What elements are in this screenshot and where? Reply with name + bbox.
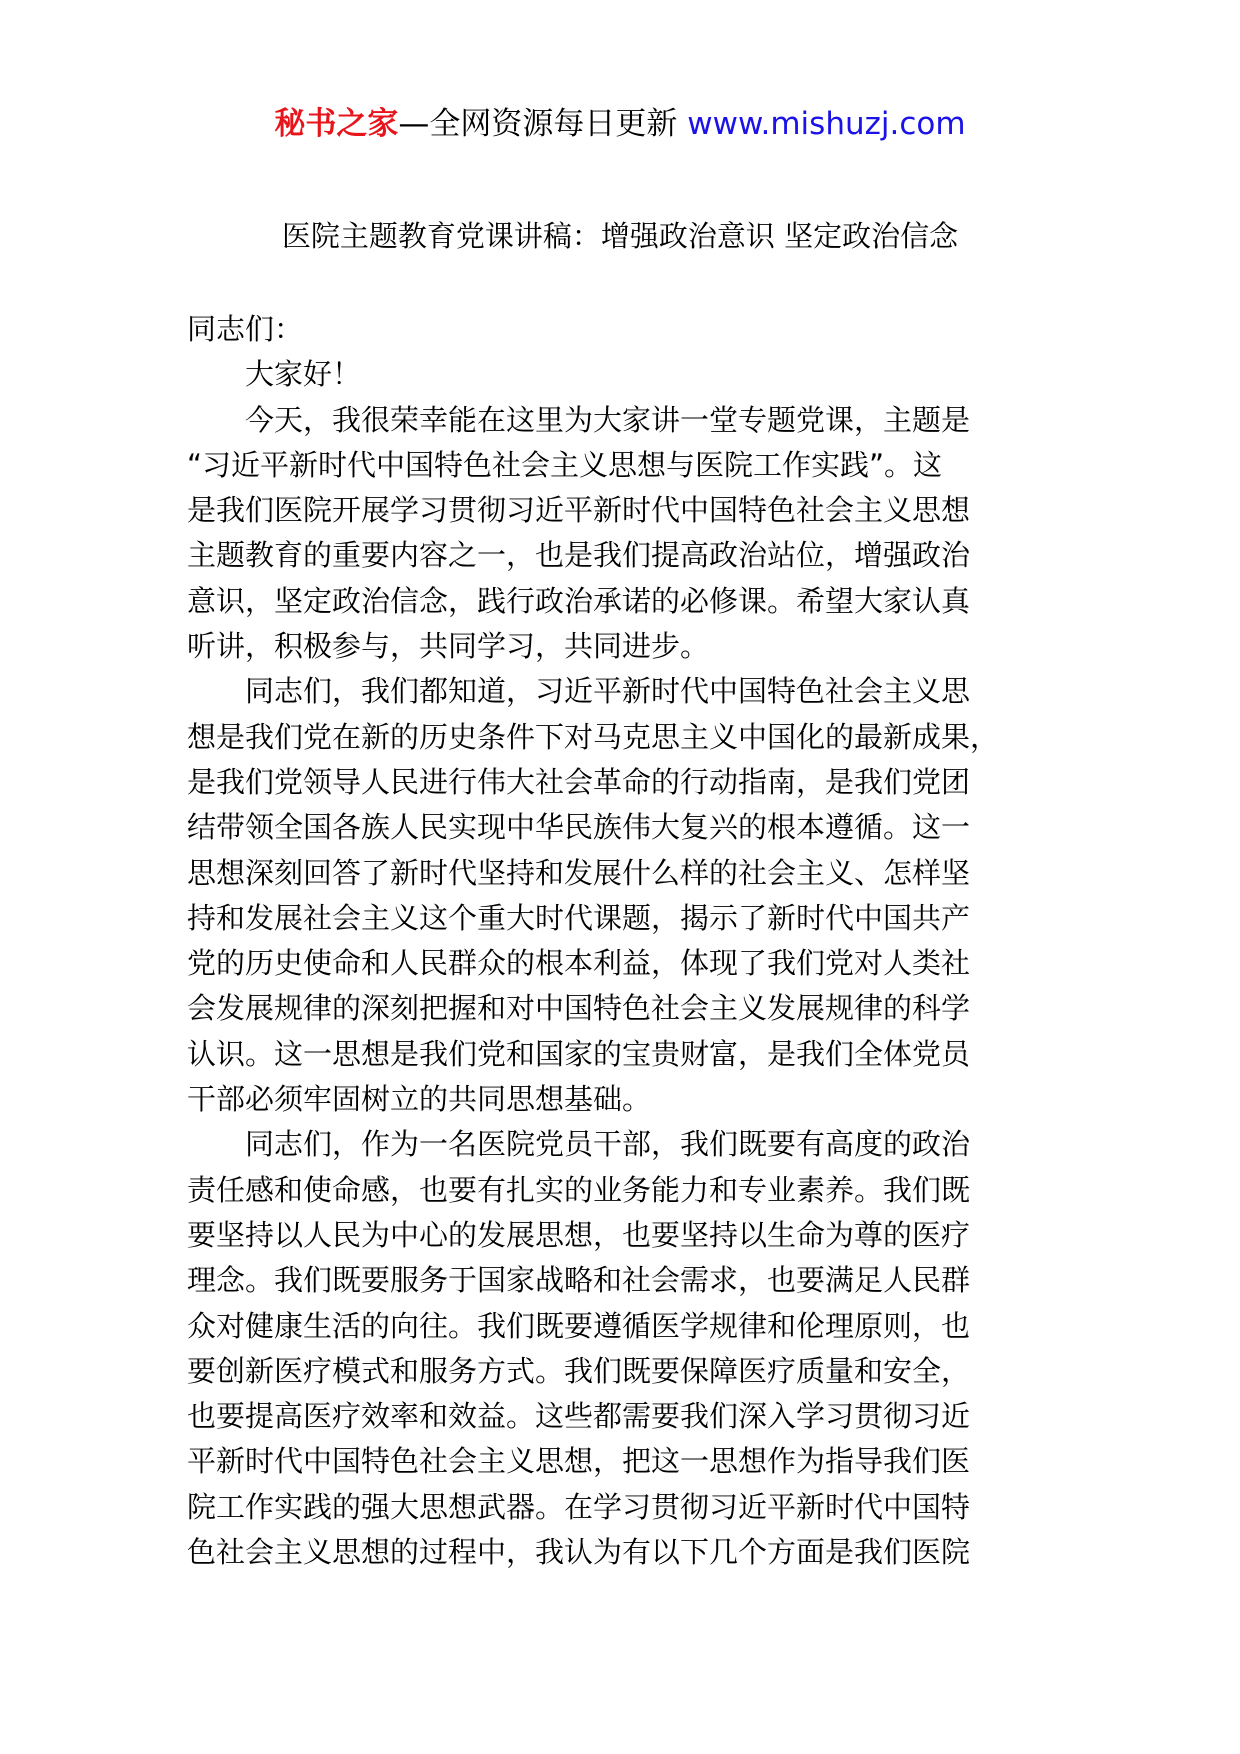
paragraph-line: 干部必须牢固树立的共同思想基础。: [187, 1082, 652, 1117]
paragraph-line: 主题教育的重要内容之一，也是我们提高政治站位，增强政治: [187, 538, 971, 573]
paragraph-line: 色社会主义思想的过程中，我认为有以下几个方面是我们医院: [187, 1535, 971, 1570]
paragraph-line: 会发展规律的深刻把握和对中国特色社会主义发展规律的科学: [187, 991, 971, 1026]
site-url-link[interactable]: www.mishuzj.com: [687, 106, 966, 142]
paragraph-line: 责任感和使命感，也要有扎实的业务能力和专业素养。我们既: [187, 1172, 971, 1207]
paragraph-line: 听讲，积极参与，共同学习，共同进步。: [187, 629, 710, 664]
site-brand: 秘书之家: [274, 106, 399, 142]
paragraph-line: 院工作实践的强大思想武器。在学习贯彻习近平新时代中国特: [187, 1489, 971, 1524]
paragraph-line: 是我们党领导人民进行伟大社会革命的行动指南，是我们党团: [187, 764, 971, 799]
paragraph-line: “习近平新时代中国特色社会主义思想与医院工作实践”。这: [187, 447, 943, 482]
document-title: 医院主题教育党课讲稿：增强政治意识 坚定政治信念: [281, 219, 959, 253]
paragraph-line: 也要提高医疗效率和效益。这些都需要我们深入学习贯彻习近: [187, 1399, 971, 1434]
paragraph-line: 理念。我们既要服务于国家战略和社会需求，也要满足人民群: [187, 1263, 971, 1298]
paragraph-line: 大家好！: [245, 357, 362, 392]
site-tagline: —全网资源每日更新: [398, 106, 688, 142]
paragraph-line: 结带领全国各族人民实现中华民族伟大复兴的根本遵循。这一: [187, 810, 971, 845]
paragraph-line: 平新时代中国特色社会主义思想，把这一思想作为指导我们医: [187, 1444, 971, 1479]
paragraph-line: 同志们，作为一名医院党员干部，我们既要有高度的政治: [245, 1127, 971, 1162]
paragraph-line: 是我们医院开展学习贯彻习近平新时代中国特色社会主义思想: [187, 493, 971, 528]
paragraph-line: 要坚持以人民为中心的发展思想，也要坚持以生命为尊的医疗: [187, 1217, 971, 1252]
paragraph-line: 众对健康生活的向往。我们既要遵循医学规律和伦理原则，也: [187, 1308, 971, 1343]
paragraph-line: 持和发展社会主义这个重大时代课题，揭示了新时代中国共产: [187, 900, 971, 935]
paragraph-line: 思想深刻回答了新时代坚持和发展什么样的社会主义、怎样坚: [187, 855, 971, 890]
paragraph-line: 要创新医疗模式和服务方式。我们既要保障医疗质量和安全，: [187, 1353, 971, 1388]
paragraph-line: 意识，坚定政治信念，践行政治承诺的必修课。希望大家认真: [187, 583, 971, 618]
paragraph-line: 想是我们党在新的历史条件下对马克思主义中国化的最新成果，: [187, 719, 1000, 754]
paragraph-line: 同志们：: [187, 312, 304, 346]
paragraph-line: 同志们，我们都知道，习近平新时代中国特色社会主义思: [245, 674, 971, 709]
paragraph-line: 今天，我很荣幸能在这里为大家讲一堂专题党课，主题是: [245, 402, 971, 437]
site-header: [0, 100, 1240, 148]
document-body: [187, 307, 1067, 1575]
paragraph-line: 认识。这一思想是我们党和国家的宝贵财富，是我们全体党员: [187, 1036, 971, 1071]
paragraph-line: 党的历史使命和人民群众的根本利益，体现了我们党对人类社: [187, 946, 971, 981]
